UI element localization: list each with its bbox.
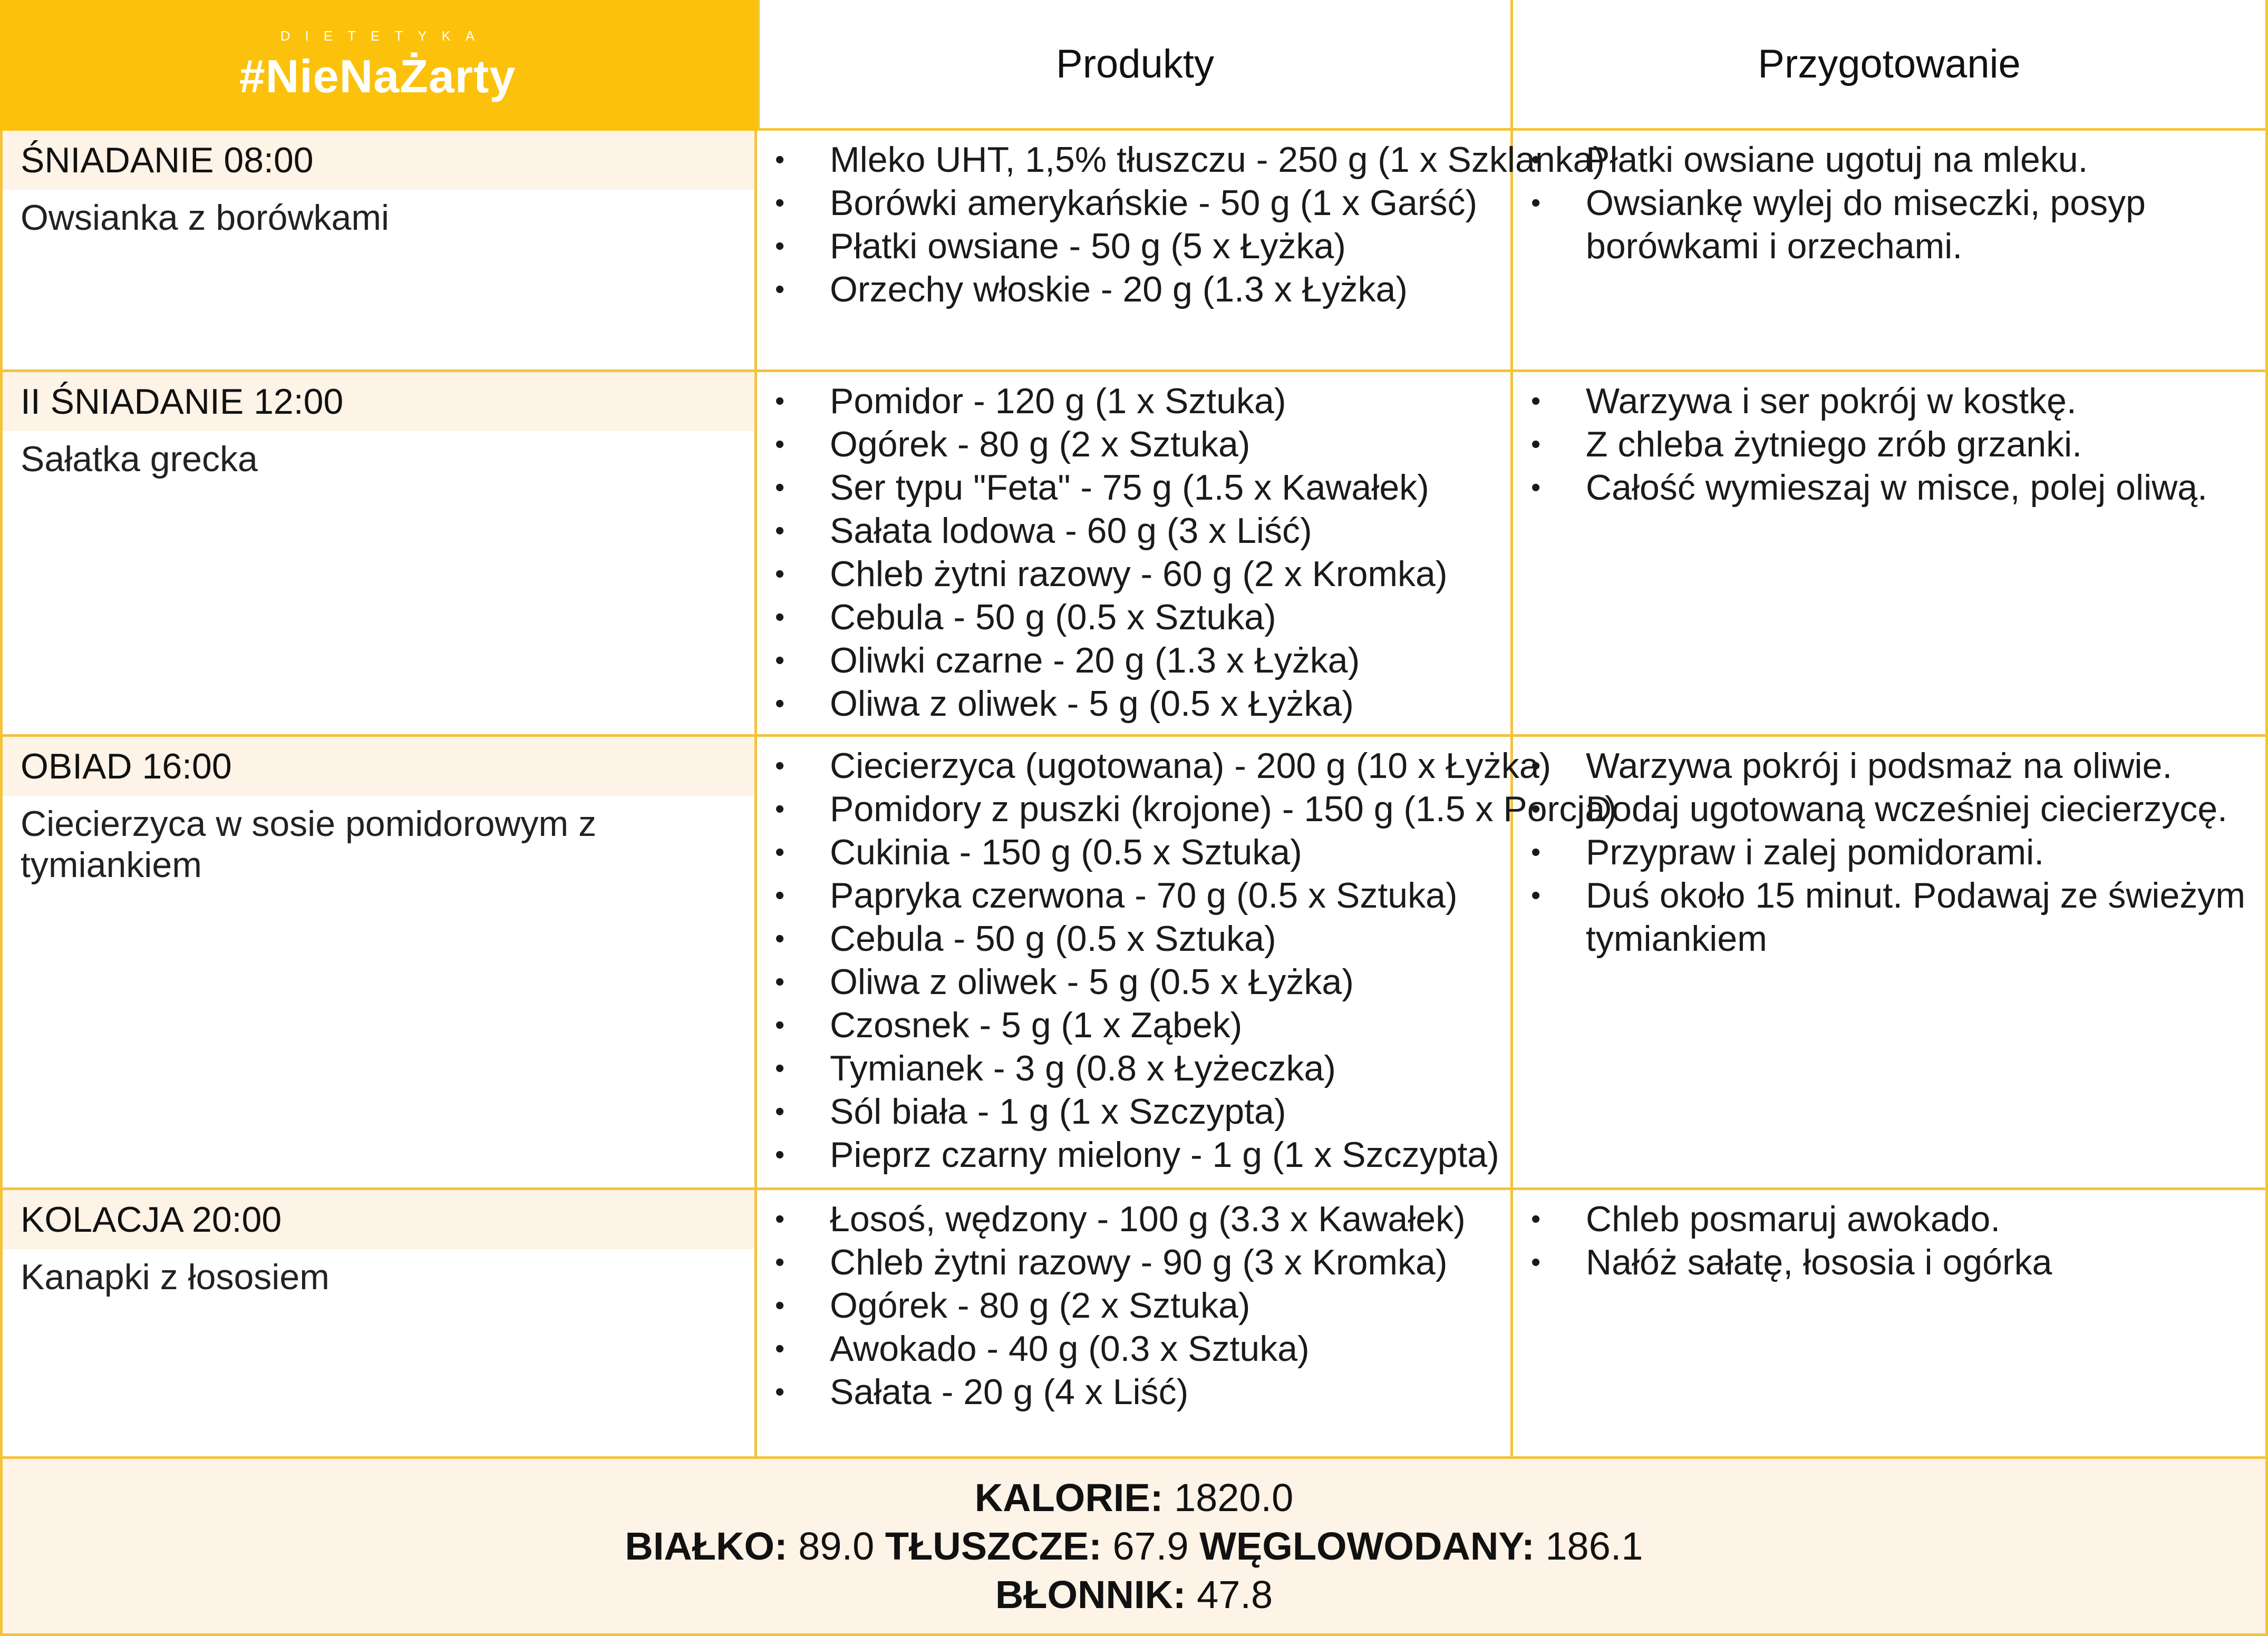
list-item: • Oliwa z oliwek - 5 g (0.5 x Łyżka) — [757, 682, 1510, 725]
calories-value: 1820.0 — [1174, 1475, 1294, 1520]
list-item: • Chleb posmaruj awokado. — [1513, 1197, 2265, 1241]
meal-name: Ciecierzyca w sosie pomidorowym z tymiankiem — [21, 804, 597, 885]
products-cell — [757, 737, 1617, 1190]
column-header-products: Produkty — [757, 0, 1513, 131]
list-item: • Łosoś, wędzony - 100 g (3.3 x Kawałek) — [757, 1197, 1510, 1241]
meal-cell-breakfast — [0, 131, 757, 372]
carbs-value: 186.1 — [1545, 1524, 1643, 1568]
list-item: • Przypraw i zalej pomidorami. — [1513, 831, 2265, 874]
list-item: • Cukinia - 150 g (0.5 x Sztuka) — [757, 831, 1510, 874]
preparation-list — [1513, 744, 2265, 960]
meal-name: Kanapki z łososiem — [21, 1257, 329, 1297]
list-item: • Ciecierzyca (ugotowana) - 200 g (10 x Łyżka) — [757, 744, 1510, 787]
brand-title: #NieNaŻarty — [239, 50, 516, 102]
list-item: • Pomidory z puszki (krojone) - 150 g (1.5 x Porcja) — [757, 787, 1510, 831]
products-cell — [757, 372, 1513, 737]
preparation-cell — [1513, 372, 2268, 737]
brand-logo — [0, 0, 757, 131]
products-list — [757, 379, 1510, 725]
list-item: • Sól biała - 1 g (1 x Szczypta) — [757, 1090, 1510, 1133]
list-item: • Ser typu "Feta" - 75 g (1.5 x Kawałek) — [757, 466, 1510, 509]
list-item: • Owsiankę wylej do miseczki, posyp borówkami i orzechami. — [1513, 181, 2265, 268]
meal-title: OBIAD 16:00 — [3, 737, 754, 796]
list-item: • Duś około 15 minut. Podawaj ze świeżym tymiankiem — [1513, 874, 2265, 960]
list-item: • Pomidor - 120 g (1 x Sztuka) — [757, 379, 1510, 423]
meal-title: ŚNIADANIE 08:00 — [3, 131, 754, 190]
products-cell — [757, 1190, 1513, 1459]
list-item: • Ogórek - 80 g (2 x Sztuka) — [757, 1284, 1510, 1327]
list-item: • Nałóż sałatę, łososia i ogórka — [1513, 1241, 2265, 1284]
list-item: • Warzywa i ser pokrój w kostkę. — [1513, 379, 2265, 423]
summary-line-calories — [975, 1474, 1294, 1522]
meal-title: II ŚNIADANIE 12:00 — [3, 372, 754, 431]
preparation-cell — [1513, 1190, 2268, 1459]
list-item: • Mleko UHT, 1,5% tłuszczu - 250 g (1 x Szklanka) — [757, 138, 1510, 181]
list-item: • Chleb żytni razowy - 90 g (3 x Kromka) — [757, 1241, 1510, 1284]
carbs-label: WĘGLOWODANY: — [1199, 1524, 1535, 1568]
list-item: • Sałata - 20 g (4 x Liść) — [757, 1370, 1510, 1414]
products-cell — [757, 131, 1605, 372]
meal-cell-dinner — [0, 1190, 757, 1459]
protein-label: BIAŁKO: — [625, 1524, 788, 1568]
fiber-label: BŁONNIK: — [995, 1572, 1186, 1616]
list-item: • Awokado - 40 g (0.3 x Sztuka) — [757, 1327, 1510, 1370]
meal-cell-second-breakfast — [0, 372, 757, 737]
products-list — [757, 744, 1617, 1176]
list-item: • Papryka czerwona - 70 g (0.5 x Sztuka) — [757, 874, 1510, 917]
fat-label: TŁUSZCZE: — [885, 1524, 1102, 1568]
calories-label: KALORIE: — [974, 1475, 1164, 1520]
summary-line-macros — [625, 1522, 1643, 1571]
meal-title: KOLACJA 20:00 — [3, 1190, 754, 1249]
preparation-list — [1513, 1197, 2265, 1284]
list-item: • Dodaj ugotowaną wcześniej ciecierzycę. — [1513, 787, 2265, 831]
brand-subtitle: DIETETYKA — [280, 27, 490, 44]
summary-line-fiber — [995, 1571, 1273, 1619]
list-item: • Chleb żytni razowy - 60 g (2 x Kromka) — [757, 552, 1510, 596]
meal-name: Sałatka grecka — [21, 439, 258, 479]
list-item: • Tymianek - 3 g (0.8 x Łyżeczka) — [757, 1047, 1510, 1090]
meal-name: Owsianka z borówkami — [21, 198, 390, 238]
fat-value: 67.9 — [1112, 1524, 1189, 1568]
list-item: • Całość wymieszaj w misce, polej oliwą. — [1513, 466, 2265, 509]
list-item: • Orzechy włoskie - 20 g (1.3 x Łyżka) — [757, 268, 1510, 311]
list-item: • Borówki amerykańskie - 50 g (1 x Garść) — [757, 181, 1510, 225]
list-item: • Warzywa pokrój i podsmaż na oliwie. — [1513, 744, 2265, 787]
fiber-value: 47.8 — [1197, 1572, 1273, 1616]
preparation-list — [1513, 138, 2265, 268]
list-item: • Płatki owsiane - 50 g (5 x Łyżka) — [757, 225, 1510, 268]
list-item: • Cebula - 50 g (0.5 x Sztuka) — [757, 596, 1510, 639]
list-item: • Oliwki czarne - 20 g (1.3 x Łyżka) — [757, 639, 1510, 682]
list-item: • Oliwa z oliwek - 5 g (0.5 x Łyżka) — [757, 960, 1510, 1004]
preparation-cell — [1513, 131, 2268, 372]
preparation-cell — [1513, 737, 2268, 1190]
list-item: • Cebula - 50 g (0.5 x Sztuka) — [757, 917, 1510, 960]
list-item: • Pieprz czarny mielony - 1 g (1 x Szczypta) — [757, 1133, 1510, 1176]
list-item: • Ogórek - 80 g (2 x Sztuka) — [757, 423, 1510, 466]
protein-value: 89.0 — [798, 1524, 875, 1568]
list-item: • Z chleba żytniego zrób grzanki. — [1513, 423, 2265, 466]
list-item: • Sałata lodowa - 60 g (3 x Liść) — [757, 509, 1510, 552]
column-header-preparation: Przygotowanie — [1513, 0, 2268, 131]
meal-cell-lunch — [0, 737, 757, 1190]
products-list — [757, 1197, 1510, 1414]
nutrition-summary — [0, 1459, 2268, 1636]
products-list — [757, 138, 1605, 311]
list-item: • Płatki owsiane ugotuj na mleku. — [1513, 138, 2265, 181]
list-item: • Czosnek - 5 g (1 x Ząbek) — [757, 1004, 1510, 1047]
preparation-list — [1513, 379, 2265, 509]
